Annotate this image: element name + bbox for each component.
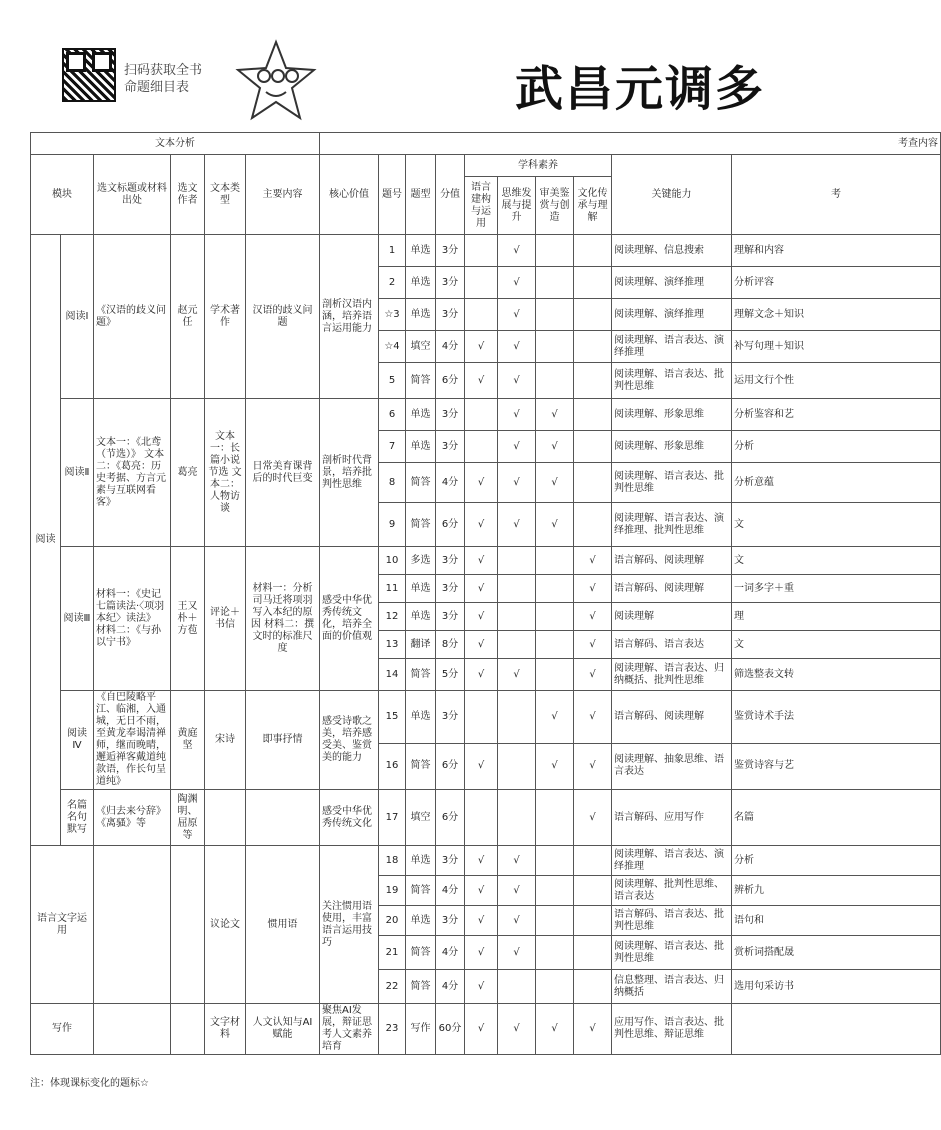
- cell-ability: 阅读理解、语言表达、批判性思维: [612, 363, 732, 399]
- cell-s1: √: [465, 743, 498, 789]
- cell-s3: [536, 790, 574, 846]
- cell-num: 2: [379, 267, 406, 299]
- cell-ability: 阅读理解: [612, 603, 732, 631]
- cell-s2: √: [498, 1004, 536, 1055]
- footnote: 注：体现课标变化的题标☆: [30, 1078, 149, 1089]
- table-row: [31, 547, 941, 575]
- cell-num: 13: [379, 631, 406, 659]
- cell-s4: √: [574, 659, 612, 691]
- qr-caption-line2: 命题细目表: [124, 80, 190, 95]
- cell-extra: 筛选整表文转: [732, 659, 941, 691]
- reading-4-module: 阅读Ⅳ: [61, 691, 94, 790]
- reading-2-module: 阅读Ⅱ: [61, 399, 94, 547]
- cell-ability: 语言解码、阅读理解: [612, 575, 732, 603]
- cell-ability: 阅读理解、形象思维: [612, 431, 732, 463]
- cell-qtype: 简答: [406, 876, 436, 906]
- cell-extra: 赏析词搭配晟: [732, 936, 941, 970]
- cell-s1: √: [465, 906, 498, 936]
- writing-source: [94, 1004, 171, 1055]
- cell-s1: √: [465, 363, 498, 399]
- cell-s3: √: [536, 743, 574, 789]
- reading-2-source: 文本一：《北鸢（节选）》 文本二：《葛亮：历史考据、方言元素与互联网看客》: [94, 399, 171, 547]
- cell-num: 18: [379, 846, 406, 876]
- spec-table-wrapper: [30, 132, 938, 1070]
- cell-ability: 语言解码、语言表达、批判性思维: [612, 906, 732, 936]
- dictation-content: [246, 790, 320, 846]
- cell-s3: [536, 267, 574, 299]
- cell-s2: √: [498, 503, 536, 547]
- cell-s4: [574, 876, 612, 906]
- cell-s2: √: [498, 267, 536, 299]
- cell-score: 3分: [436, 846, 465, 876]
- cell-qtype: 单选: [406, 691, 436, 744]
- cell-ability: 阅读理解、批判性思维、语言表达: [612, 876, 732, 906]
- writing-type: 文字材料: [205, 1004, 246, 1055]
- table-row: [31, 790, 941, 846]
- cell-ability: 阅读理解、抽象思维、语言表达: [612, 743, 732, 789]
- cell-s3: [536, 575, 574, 603]
- cell-s3: [536, 603, 574, 631]
- cell-extra: 名篇: [732, 790, 941, 846]
- col-source: 选文标题或材料出处: [94, 155, 171, 235]
- cell-score: 3分: [436, 399, 465, 431]
- cell-s4: [574, 399, 612, 431]
- cell-qtype: 单选: [406, 235, 436, 267]
- cell-extra: 分析: [732, 846, 941, 876]
- col-core-value: 核心价值: [320, 155, 379, 235]
- page-header: [0, 0, 800, 128]
- cell-s4: [574, 431, 612, 463]
- cell-s1: √: [465, 603, 498, 631]
- cell-ability: 阅读理解、语言表达、归纳概括、批判性思维: [612, 659, 732, 691]
- cell-qtype: 单选: [406, 267, 436, 299]
- cell-s2: √: [498, 363, 536, 399]
- cell-s3: √: [536, 431, 574, 463]
- cell-qtype: 单选: [406, 299, 436, 331]
- cell-extra: 补写句理＋知识: [732, 331, 941, 363]
- cell-num: 23: [379, 1004, 406, 1055]
- cell-qtype: 简答: [406, 363, 436, 399]
- cell-s4: √: [574, 603, 612, 631]
- cell-extra: 语句和: [732, 906, 941, 936]
- dictation-author: 陶渊明、屈原等: [171, 790, 205, 846]
- cell-s2: √: [498, 431, 536, 463]
- cell-score: 4分: [436, 970, 465, 1004]
- col-literacy-2: 思维发展与提升: [498, 177, 536, 235]
- cell-ability: 阅读理解、语言表达、批判性思维: [612, 463, 732, 503]
- cell-num: 21: [379, 936, 406, 970]
- cell-s4: [574, 846, 612, 876]
- cell-score: 4分: [436, 936, 465, 970]
- cell-extra: 辨析九: [732, 876, 941, 906]
- qr-caption-line1: 扫码获取全书: [124, 63, 203, 78]
- reading-3-value: 感受中华优秀传统文化，培养全面的价值观: [320, 547, 379, 691]
- cell-num: 17: [379, 790, 406, 846]
- col-literacy-4: 文化传承与理解: [574, 177, 612, 235]
- cell-qtype: 多选: [406, 547, 436, 575]
- cell-ability: 信息整理、语言表达、归纳概括: [612, 970, 732, 1004]
- cell-qtype: 单选: [406, 399, 436, 431]
- cell-num: 12: [379, 603, 406, 631]
- cell-extra: 文: [732, 503, 941, 547]
- cell-extra: 鉴赏诗术手法: [732, 691, 941, 744]
- cell-num: 5: [379, 363, 406, 399]
- writing-content: 人文认知与AI赋能: [246, 1004, 320, 1055]
- cell-score: 3分: [436, 575, 465, 603]
- text-analysis-header: 文本分析: [31, 133, 320, 155]
- cell-qtype: 单选: [406, 906, 436, 936]
- cell-num: 22: [379, 970, 406, 1004]
- cell-extra: 理解和内容: [732, 235, 941, 267]
- cell-num: ☆4: [379, 331, 406, 363]
- cell-extra: 文: [732, 631, 941, 659]
- col-group-literacy: 学科素养: [465, 155, 612, 177]
- cell-num: 11: [379, 575, 406, 603]
- table-row: [31, 235, 941, 267]
- cell-ability: 阅读理解、语言表达、演绎推理、批判性思维: [612, 503, 732, 547]
- cell-s3: [536, 876, 574, 906]
- cell-s1: [465, 431, 498, 463]
- cell-num: 10: [379, 547, 406, 575]
- cell-score: 5分: [436, 659, 465, 691]
- cell-s3: [536, 906, 574, 936]
- spec-table-body: [31, 235, 941, 1055]
- cell-extra: 一词多字＋重: [732, 575, 941, 603]
- cell-s2: [498, 631, 536, 659]
- cell-extra: 鉴赏诗容与艺: [732, 743, 941, 789]
- language-use-content: 惯用语: [246, 846, 320, 1004]
- cell-s3: √: [536, 399, 574, 431]
- reading-1-source: 《汉语的歧义问题》: [94, 235, 171, 399]
- dictation-value: 感受中华优秀传统文化: [320, 790, 379, 846]
- reading-4-type: 宋诗: [205, 691, 246, 790]
- reading-1-type: 学术著作: [205, 235, 246, 399]
- cell-s2: √: [498, 876, 536, 906]
- cell-score: 60分: [436, 1004, 465, 1055]
- cell-s1: √: [465, 936, 498, 970]
- cell-s3: [536, 936, 574, 970]
- cell-qtype: 单选: [406, 846, 436, 876]
- cell-s1: √: [465, 846, 498, 876]
- cell-s2: √: [498, 463, 536, 503]
- cell-s2: [498, 743, 536, 789]
- reading-3-module: 阅读Ⅲ: [61, 547, 94, 691]
- cell-s4: [574, 970, 612, 1004]
- cell-ability: 应用写作、语言表达、批判性思维、辩证思维: [612, 1004, 732, 1055]
- reading-4-source: 《自巴陵略平江、临湘，入通城，无日不雨，至黄龙奉谒清禅师，继而晚晴，邂逅禅客戴道纯款语，作长句呈道纯》: [94, 691, 171, 790]
- col-author: 选文作者: [171, 155, 205, 235]
- cell-extra: 分析: [732, 431, 941, 463]
- cell-s1: √: [465, 547, 498, 575]
- cell-s2: √: [498, 235, 536, 267]
- exam-content-header: 考查内容: [320, 133, 941, 155]
- cell-s3: [536, 547, 574, 575]
- table-row: [31, 1004, 941, 1055]
- cell-ability: 阅读理解、语言表达、演绎推理: [612, 846, 732, 876]
- cell-qtype: 简答: [406, 503, 436, 547]
- cell-s4: [574, 936, 612, 970]
- cell-s1: √: [465, 463, 498, 503]
- cell-score: 3分: [436, 603, 465, 631]
- writing-author: [171, 1004, 205, 1055]
- cell-s2: [498, 790, 536, 846]
- cell-num: 14: [379, 659, 406, 691]
- reading-1-author: 赵元任: [171, 235, 205, 399]
- col-score: 分值: [436, 155, 465, 235]
- cell-qtype: 简答: [406, 743, 436, 789]
- cell-s4: √: [574, 575, 612, 603]
- cell-s4: √: [574, 691, 612, 744]
- cell-num: 20: [379, 906, 406, 936]
- cell-s1: [465, 235, 498, 267]
- cell-s3: [536, 970, 574, 1004]
- cell-s4: [574, 463, 612, 503]
- cell-num: 15: [379, 691, 406, 744]
- cell-s3: [536, 299, 574, 331]
- cell-s4: [574, 299, 612, 331]
- reading-3-author: 王又朴＋方苞: [171, 547, 205, 691]
- reading-1-content: 汉语的歧义问题: [246, 235, 320, 399]
- col-text-type: 文本类型: [205, 155, 246, 235]
- reading-3-type: 评论＋书信: [205, 547, 246, 691]
- cell-num: 16: [379, 743, 406, 789]
- col-key-ability: 关键能力: [612, 155, 732, 235]
- cell-ability: 阅读理解、语言表达、演绎推理: [612, 331, 732, 363]
- cell-qtype: 单选: [406, 603, 436, 631]
- cell-s2: √: [498, 299, 536, 331]
- cell-s2: √: [498, 399, 536, 431]
- qr-code-icon[interactable]: [62, 48, 116, 102]
- cell-s4: [574, 235, 612, 267]
- reading-2-value: 剖析时代背景，培养批判性思维: [320, 399, 379, 547]
- cell-qtype: 填空: [406, 790, 436, 846]
- spec-table: [30, 132, 941, 1055]
- reading-3-source: 材料一：《史记七篇读法·〈项羽本纪〉读法》 材料二：《与孙以宁书》: [94, 547, 171, 691]
- cell-ability: 阅读理解、演绎推理: [612, 299, 732, 331]
- cell-s2: [498, 691, 536, 744]
- col-extra: 考: [732, 155, 941, 235]
- cell-qtype: 简答: [406, 936, 436, 970]
- reading-3-content: 材料一：分析司马迁将项羽写入本纪的原因 材料二：撰文时的标准尺度: [246, 547, 320, 691]
- qr-caption: [124, 62, 202, 96]
- cell-ability: 阅读理解、演绎推理: [612, 267, 732, 299]
- cell-s1: √: [465, 631, 498, 659]
- col-literacy-1: 语言建构与运用: [465, 177, 498, 235]
- cell-extra: 文: [732, 547, 941, 575]
- dictation-source: 《归去来兮辞》《离骚》等: [94, 790, 171, 846]
- cell-score: 4分: [436, 876, 465, 906]
- col-module: 模块: [31, 155, 94, 235]
- cell-num: 9: [379, 503, 406, 547]
- cell-s3: √: [536, 463, 574, 503]
- cell-score: 4分: [436, 463, 465, 503]
- cell-extra: 分析评容: [732, 267, 941, 299]
- cell-s2: [498, 970, 536, 1004]
- cell-s4: [574, 906, 612, 936]
- cell-s4: √: [574, 790, 612, 846]
- cell-score: 3分: [436, 431, 465, 463]
- dictation-module: 名篇名句默写: [61, 790, 94, 846]
- cell-s2: √: [498, 331, 536, 363]
- language-use-author: [171, 846, 205, 1004]
- cell-qtype: 写作: [406, 1004, 436, 1055]
- cell-s1: √: [465, 1004, 498, 1055]
- cell-s2: [498, 547, 536, 575]
- cell-score: 6分: [436, 363, 465, 399]
- language-use-module: 语言文字运用: [31, 846, 94, 1004]
- cell-ability: 语言解码、语言表达: [612, 631, 732, 659]
- cell-s2: [498, 575, 536, 603]
- cell-s4: √: [574, 743, 612, 789]
- cell-qtype: 填空: [406, 331, 436, 363]
- cell-s1: √: [465, 659, 498, 691]
- cell-qtype: 翻译: [406, 631, 436, 659]
- cell-s4: [574, 331, 612, 363]
- cell-s3: √: [536, 503, 574, 547]
- cell-ability: 语言解码、阅读理解: [612, 691, 732, 744]
- cell-s1: √: [465, 331, 498, 363]
- col-literacy-3: 审美鉴赏与创造: [536, 177, 574, 235]
- cell-s3: [536, 331, 574, 363]
- cell-s4: √: [574, 547, 612, 575]
- cell-qtype: 单选: [406, 575, 436, 603]
- writing-module: 写作: [31, 1004, 94, 1055]
- cell-ability: 阅读理解、信息搜索: [612, 235, 732, 267]
- cell-s3: [536, 631, 574, 659]
- cell-num: 1: [379, 235, 406, 267]
- cell-s1: [465, 267, 498, 299]
- cell-s2: √: [498, 846, 536, 876]
- section-reading: 阅读: [31, 235, 61, 846]
- cell-num: ☆3: [379, 299, 406, 331]
- cell-s2: √: [498, 906, 536, 936]
- language-use-value: 关注惯用语使用，丰富语言运用技巧: [320, 846, 379, 1004]
- cell-s4: √: [574, 1004, 612, 1055]
- reading-4-content: 即事抒情: [246, 691, 320, 790]
- reading-2-author: 葛亮: [171, 399, 205, 547]
- cell-num: 8: [379, 463, 406, 503]
- cell-s1: √: [465, 575, 498, 603]
- cell-s3: [536, 846, 574, 876]
- cell-s1: [465, 691, 498, 744]
- brand-title: 武昌元调多: [515, 61, 766, 117]
- reading-1-module: 阅读Ⅰ: [61, 235, 94, 399]
- language-use-type: 议论文: [205, 846, 246, 1004]
- col-question-number: 题号: [379, 155, 406, 235]
- cell-s1: [465, 399, 498, 431]
- cell-score: 8分: [436, 631, 465, 659]
- cell-score: 6分: [436, 743, 465, 789]
- cell-num: 19: [379, 876, 406, 906]
- cell-s4: [574, 267, 612, 299]
- writing-value: 聚焦AI发展，辩证思考人文素养培育: [320, 1004, 379, 1055]
- cell-s1: √: [465, 503, 498, 547]
- cell-s3: [536, 659, 574, 691]
- cell-extra: 分析意蕴: [732, 463, 941, 503]
- cell-s1: √: [465, 970, 498, 1004]
- cell-score: 3分: [436, 299, 465, 331]
- cell-extra: 选用句采访书: [732, 970, 941, 1004]
- cell-score: 3分: [436, 906, 465, 936]
- cell-ability: 语言解码、阅读理解: [612, 547, 732, 575]
- cell-score: 3分: [436, 267, 465, 299]
- cell-score: 4分: [436, 331, 465, 363]
- dictation-type: [205, 790, 246, 846]
- cell-score: 6分: [436, 503, 465, 547]
- cell-qtype: 简答: [406, 659, 436, 691]
- reading-2-content: 日常美育课背后的时代巨变: [246, 399, 320, 547]
- cell-qtype: 简答: [406, 463, 436, 503]
- cell-extra: 分析鉴容和艺: [732, 399, 941, 431]
- cell-s2: √: [498, 659, 536, 691]
- cell-s1: [465, 299, 498, 331]
- cell-score: 3分: [436, 547, 465, 575]
- table-row: [31, 691, 941, 744]
- col-question-type: 题型: [406, 155, 436, 235]
- cell-s1: [465, 790, 498, 846]
- cell-ability: 阅读理解、语言表达、批判性思维: [612, 936, 732, 970]
- reading-4-author: 黄庭坚: [171, 691, 205, 790]
- star-mascot-icon: [236, 40, 316, 122]
- cell-extra: 理: [732, 603, 941, 631]
- cell-s2: [498, 603, 536, 631]
- cell-s4: √: [574, 631, 612, 659]
- cell-s3: √: [536, 1004, 574, 1055]
- reading-1-value: 剖析汉语内涵，培养语言运用能力: [320, 235, 379, 399]
- col-main-content: 主要内容: [246, 155, 320, 235]
- cell-ability: 阅读理解、形象思维: [612, 399, 732, 431]
- cell-s3: [536, 235, 574, 267]
- reading-4-value: 感受诗歌之美，培养感受美、鉴赏美的能力: [320, 691, 379, 790]
- cell-s4: [574, 503, 612, 547]
- cell-num: 6: [379, 399, 406, 431]
- cell-extra: 理解文念＋知识: [732, 299, 941, 331]
- cell-qtype: 单选: [406, 431, 436, 463]
- cell-num: 7: [379, 431, 406, 463]
- cell-score: 3分: [436, 235, 465, 267]
- cell-score: 3分: [436, 691, 465, 744]
- cell-extra: 运用文行个性: [732, 363, 941, 399]
- reading-2-type: 文本一：长篇小说节选 文本二：人物访谈: [205, 399, 246, 547]
- cell-ability: 语言解码、应用写作: [612, 790, 732, 846]
- cell-s3: √: [536, 691, 574, 744]
- cell-s3: [536, 363, 574, 399]
- cell-extra: [732, 1004, 941, 1055]
- cell-s2: √: [498, 936, 536, 970]
- cell-score: 6分: [436, 790, 465, 846]
- table-row: [31, 846, 941, 876]
- cell-s4: [574, 363, 612, 399]
- language-use-source: [94, 846, 171, 1004]
- table-row: [31, 399, 941, 431]
- cell-qtype: 简答: [406, 970, 436, 1004]
- cell-s1: √: [465, 876, 498, 906]
